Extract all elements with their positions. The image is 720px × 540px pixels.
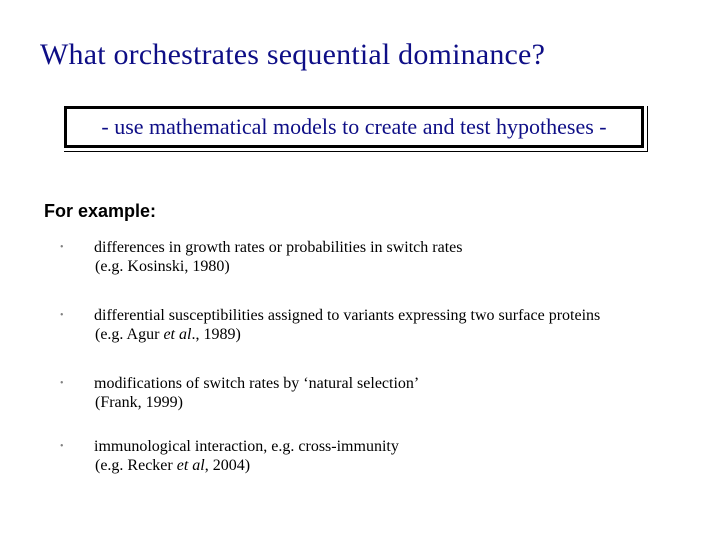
citation-tail: ., 1989) bbox=[191, 326, 241, 343]
citation-text: (e.g. Kosinski, 1980) bbox=[95, 258, 230, 275]
citation-italic: et al bbox=[176, 457, 205, 474]
bullet-marker: • bbox=[60, 441, 64, 452]
bullet-marker: • bbox=[60, 310, 64, 321]
citation-text: (Frank, 1999) bbox=[95, 394, 183, 411]
citation-text: (e.g. Agur bbox=[95, 326, 164, 343]
bullet-line-2 bbox=[94, 456, 399, 475]
bullet-text bbox=[94, 437, 399, 475]
bullet-line-2 bbox=[94, 325, 600, 344]
example-heading: For example: bbox=[44, 201, 157, 221]
citation-italic: et al bbox=[163, 326, 192, 343]
slide-title: What orchestrates sequential dominance? bbox=[40, 38, 546, 71]
bullet-line-1: differential susceptibilities assigned to variants expressing two surface proteins bbox=[94, 307, 601, 324]
bullet-text bbox=[94, 306, 600, 344]
citation-text: (e.g. Recker bbox=[95, 457, 177, 474]
bullet-line-1: immunological interaction, e.g. cross-immunity bbox=[94, 438, 399, 455]
bullet-line-2 bbox=[94, 257, 462, 276]
bullet-line-1: differences in growth rates or probabilities in switch rates bbox=[94, 239, 463, 256]
bullet-text bbox=[94, 238, 462, 276]
citation-tail: , 2004) bbox=[204, 457, 251, 474]
bullet-line-2 bbox=[94, 393, 419, 412]
bullet-text bbox=[94, 374, 419, 412]
bullet-marker: • bbox=[60, 378, 64, 389]
subtitle-text: - use mathematical models to create and test hypotheses - bbox=[101, 114, 607, 139]
bullet-line-1: modifications of switch rates by ‘natural selection’ bbox=[94, 375, 420, 392]
bullet-marker: • bbox=[60, 242, 64, 253]
